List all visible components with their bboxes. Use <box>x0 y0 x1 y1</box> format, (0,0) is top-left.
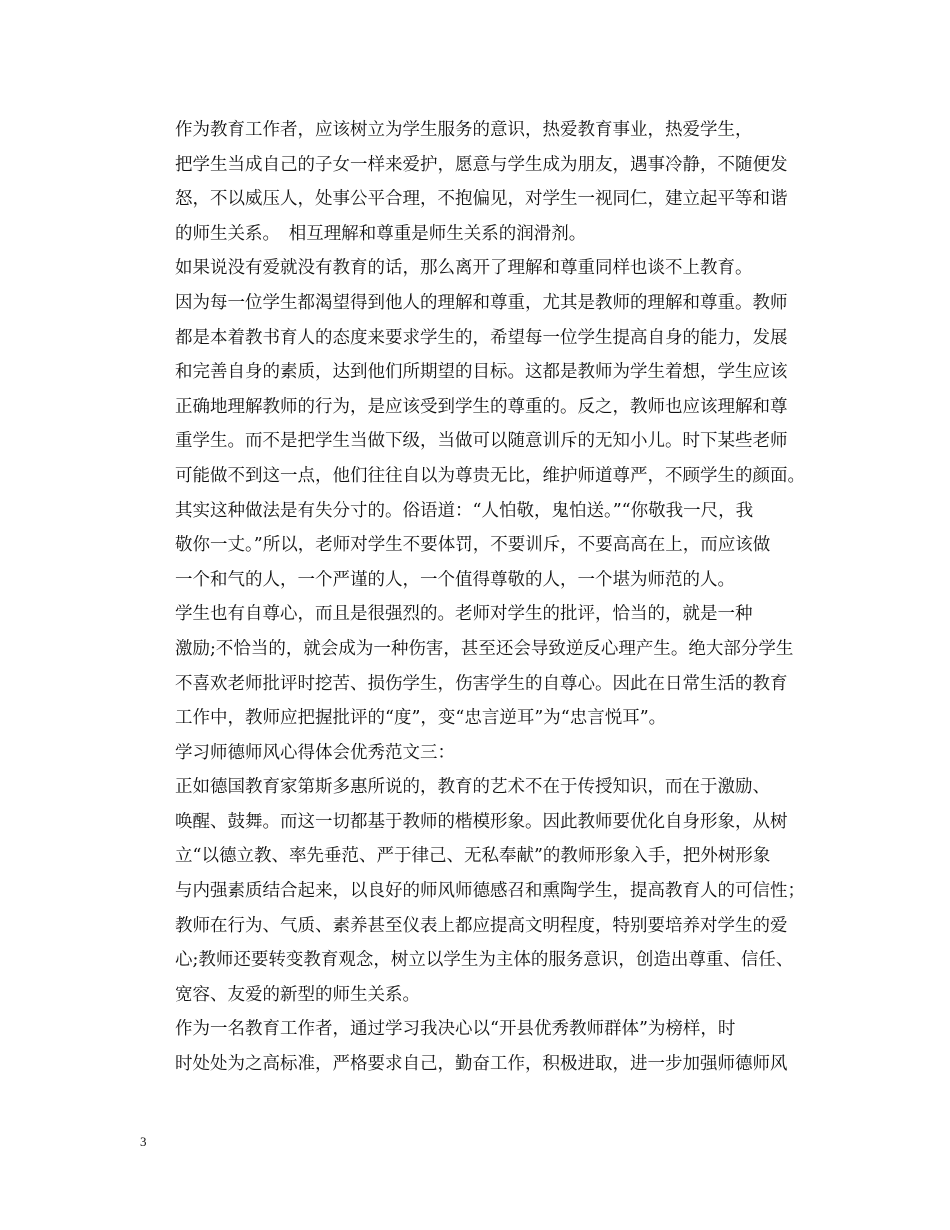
text-line: 和完善自身的素质，达到他们所期望的目标。这都是教师为学生着想，学生应该 <box>175 362 788 383</box>
text-line: 作为一名教育工作者，通过学习我决心以“开县优秀教师群体”为榜样，时 <box>175 1019 736 1040</box>
body-text <box>140 113 812 1082</box>
paragraph <box>140 251 812 597</box>
text-line: 学习师德师风心得体会优秀范文三： <box>175 742 455 763</box>
text-line: 一个和气的人，一个严谨的人，一个值得尊敬的人，一个堪为师范的人。 <box>175 569 735 590</box>
text-line: 都是本着教书育人的态度来要求学生的，希望每一位学生提高自身的能力，发展 <box>175 327 788 348</box>
text-line: 激励;不恰当的，就会成为一种伤害，甚至还会导致逆反心理产生。绝大部分学生 <box>175 638 794 659</box>
text-line: 重学生。而不是把学生当做下级，当做可以随意训斥的无知小儿。时下某些老师 <box>175 431 788 452</box>
text-line: 不喜欢老师批评时挖苦、损伤学生，伤害学生的自尊心。因此在日常生活的教育 <box>175 673 788 694</box>
section-heading <box>140 736 812 771</box>
paragraph <box>140 770 812 1012</box>
paragraph <box>140 597 812 735</box>
text-line: 把学生当成自己的子女一样来爱护，愿意与学生成为朋友，遇事冷静，不随便发 <box>175 154 788 175</box>
text-line: 如果说没有爱就没有教育的话，那么离开了理解和尊重同样也谈不上教育。 <box>175 258 753 279</box>
text-line: 敬你一丈。”所以，老师对学生不要体罚，不要训斥，不要高高在上，而应该做 <box>175 535 771 556</box>
text-line: 正如德国教育家第斯多惠所说的，教育的艺术不在于传授知识，而在于激励、 <box>175 777 770 798</box>
paragraph <box>140 1012 812 1081</box>
text-line: 其实这种做法是有失分寸的。俗语道：“人怕敬，鬼怕送。”“你敬我一尺，我 <box>175 500 754 521</box>
text-line: 教师在行为、气质、素养甚至仪表上都应提高文明程度，特别要培养对学生的爱 <box>175 915 788 936</box>
text-line: 时处处为之高标准，严格要求自己，勤奋工作，积极进取，进一步加强师德师风 <box>175 1054 788 1075</box>
text-line: 可能做不到这一点，他们往往自以为尊贵无比，维护师道尊严，不顾学生的颜面。 <box>175 465 805 486</box>
text-line: 怒，不以威压人，处事公平合理，不抱偏见，对学生一视同仁，建立起平等和谐 <box>175 189 788 210</box>
page-number: 3 <box>140 1134 147 1149</box>
text-line: 学生也有自尊心，而且是很强烈的。老师对学生的批评，恰当的，就是一种 <box>175 604 753 625</box>
text-line: 心;教师还要转变教育观念，树立以学生为主体的服务意识，创造出尊重、信任、 <box>175 950 794 971</box>
text-line: 宽容、友爱的新型的师生关系。 <box>175 984 420 1005</box>
text-line: 工作中，教师应把握批评的“度”，变“忠言逆耳”为“忠言悦耳”。 <box>175 708 667 729</box>
text-line: 作为教育工作者，应该树立为学生服务的意识，热爱教育事业，热爱学生， <box>175 120 753 140</box>
text-line: 与内强素质结合起来，以良好的师风师德感召和熏陶学生，提高教育人的可信性； <box>175 881 805 902</box>
text-line: 正确地理解教师的行为，是应该受到学生的尊重的。反之，教师也应该理解和尊 <box>175 396 788 417</box>
paragraph <box>140 113 812 251</box>
text-line: 唤醒、鼓舞。而这一切都基于教师的楷模形象。因此教师要优化自身形象，从树 <box>175 811 788 832</box>
text-line: 立“以德立教、率先垂范、严于律己、无私奉献”的教师形象入手，把外树形象 <box>175 846 771 867</box>
text-line: 因为每一位学生都渴望得到他人的理解和尊重，尤其是教师的理解和尊重。教师 <box>175 292 788 313</box>
text-line: 的师生关系。 相互理解和尊重是师生关系的润滑剂。 <box>175 223 587 244</box>
